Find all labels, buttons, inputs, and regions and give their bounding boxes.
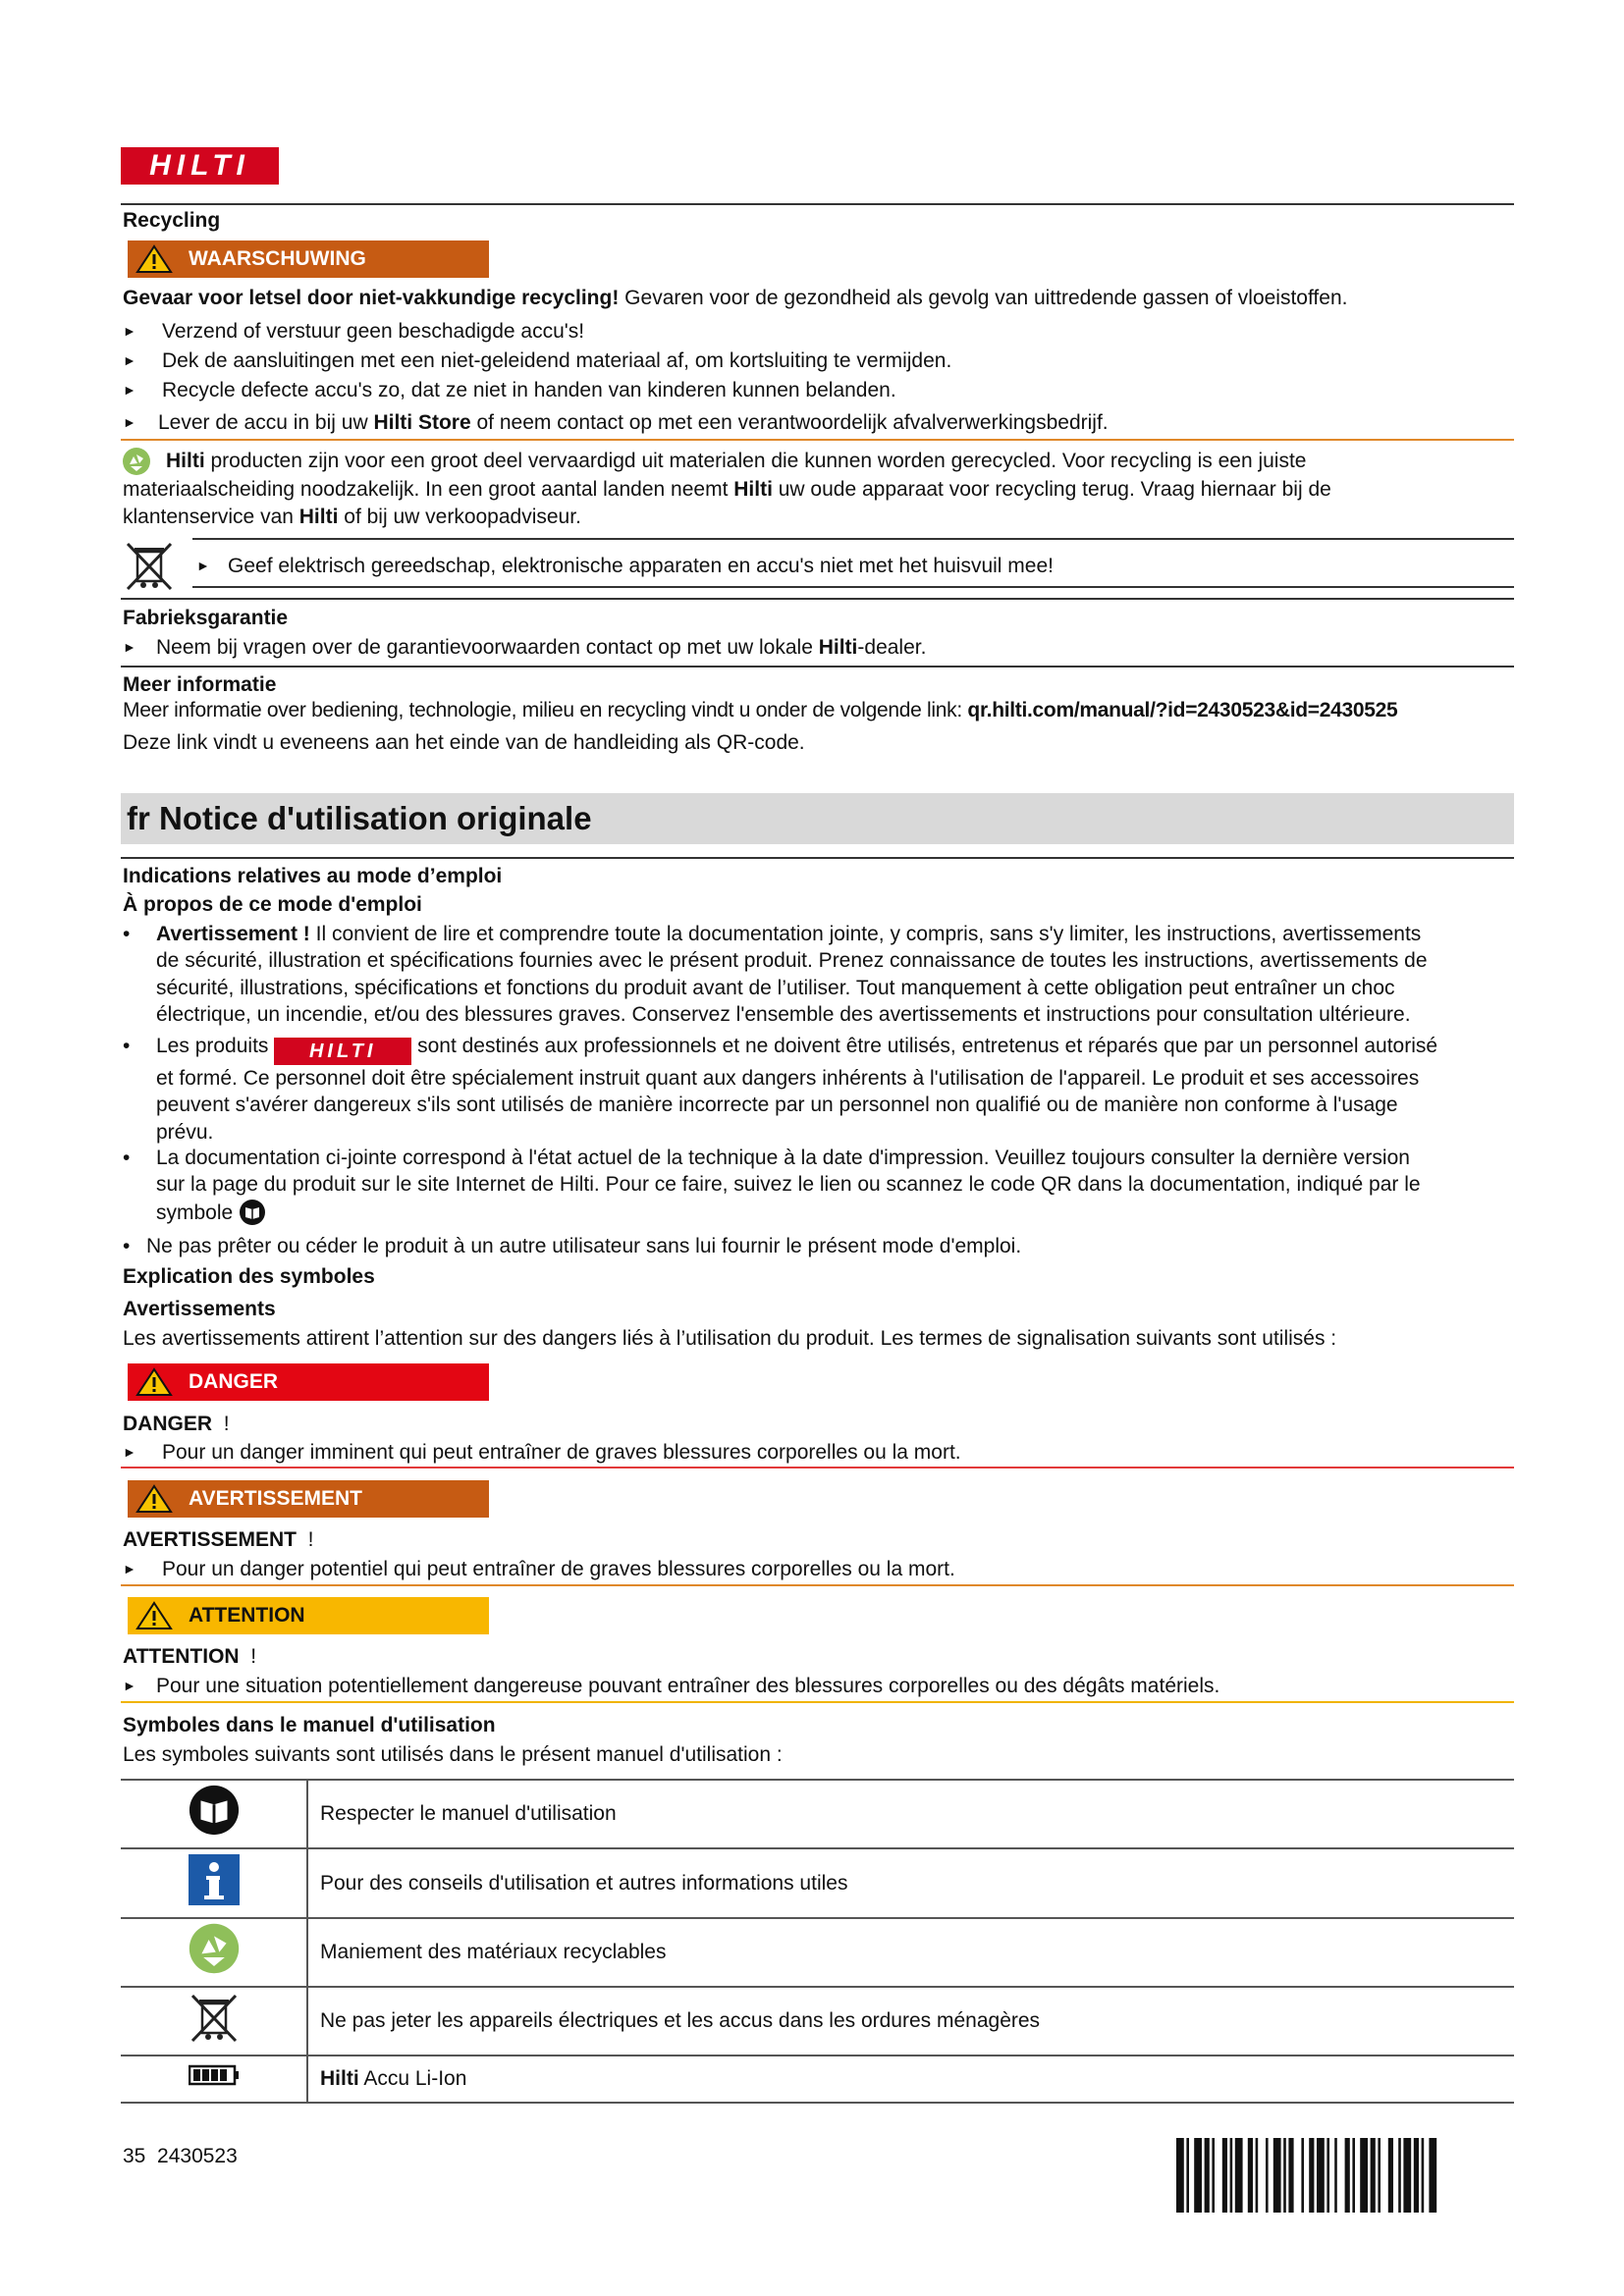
arrow-bullet-icon: ► [123,323,136,339]
table-row: Pour des conseils d'utilisation et autres informations utiles [121,1848,1514,1918]
barcode-bar [1230,2138,1233,2213]
barcode-bar [1176,2138,1184,2213]
bullet-dot-icon: • [123,1147,131,1169]
arrow-bullet-icon: ► [123,414,136,430]
arrow-bullet-icon: ► [123,382,136,398]
divider [121,666,1514,667]
barcode-bar [1414,2138,1419,2213]
table-row: Hilti Accu Li-Ion [121,2056,1514,2103]
warning-triangle-icon [135,1367,173,1397]
barcode-bar [1301,2138,1304,2213]
divider [121,1467,1514,1468]
barcode-bar [1403,2138,1411,2213]
apropos-heading: À propos de ce mode d'emploi [123,893,422,916]
list-item: • La documentation ci-jointe correspond à l'état actuel de la technique à la date d'impression. Veuillez toujours consulter la dernière version sur la page du produit sur le site Internet de Hilti. Pour ce faire, suivez le lien ou scannez le code QR dans la documentation, indiqué par le symbole [123,1147,1421,1224]
recycling-heading: Recycling [123,209,221,232]
barcode-bar [1317,2138,1325,2213]
warning-signal-banner [128,240,489,278]
divider [121,439,1514,441]
list-item: ► Pour une situation potentiellement dangereuse pouvant entraîner des blessures corporelles ou des dégâts matériels. [123,1675,1220,1697]
recycle-icon [188,1922,241,1975]
doc-number: 2430523 [157,2145,238,2167]
barcode-bar [1429,2138,1436,2213]
divider [121,857,1514,859]
barcode-bar [1309,2138,1314,2213]
warning-signal-text: WAARSCHUWING [189,247,366,270]
barcode-bar [1334,2138,1337,2213]
danger-label: DANGER ! [123,1413,230,1435]
avertissements-heading: Avertissements [123,1298,276,1320]
manual-link[interactable]: qr.hilti.com/manual/?id=2430523&id=2430525 [967,699,1398,721]
divider [121,598,1514,600]
divider [192,586,1514,588]
barcode-bar [1288,2138,1293,2213]
warranty-heading: Fabrieksgarantie [123,607,289,629]
more-info-link-line: Meer informatie over bediening, technologie, milieu en recycling vindt u onder de volgende link: qr.hilti.com/manual/?id=2430523&id=2430525 [123,699,1398,721]
symboles-heading: Symboles dans le manuel d'utilisation [123,1714,496,1736]
list-item: ► Dek de aansluitingen met een niet-geleidend materiaal af, om kortsluiting te vermijden. [123,349,952,372]
list-item: ► Recycle defecte accu's zo, dat ze niet in handen van kinderen kunnen belanden. [123,379,896,401]
barcode-bar [1398,2138,1401,2213]
barcode-bar [1222,2138,1227,2213]
recycling-paragraph: Hilti producten zijn voor een groot deel vervaardigd uit materialen die kunnen worden gerecycled. Voor recycling is een juiste materiaalscheiding noodzakelijk. In een groot aantal landen neemt Hilti uw oude apparaat voor recycling terug. Vraag hiernaar bij de klantenservice van Hilti of bij uw verkoopadviseur. [123,450,1331,528]
warning-signal-text: AVERTISSEMENT [189,1487,362,1510]
list-item: • Avertissement ! Il convient de lire et comprendre toute la documentation jointe, y compris, sans s'y limiter, les instructions, avertissements de sécurité, illustration et spécifications fournies avec le présent produit. Prenez connaissance de toutes les instructions, avertissements de sécurité, illustrations, spécifications et fonctions du produit avant de l’utiliser. Tout manquement à cette obligation peut entraîner un choc électrique, un incendie, et/ou des blessures graves. Conservez l'ensemble des avertissements et instructions pour consultation ultérieure. [123,923,1428,1026]
warning-triangle-icon [135,1484,173,1514]
barcode-bar [1205,2138,1210,2213]
hilti-inline-logo: HILTI [274,1038,411,1065]
barcode-bar [1283,2138,1286,2213]
list-item: ► Neem bij vragen over de garantievoorwaarden contact op met uw lokale Hilti-dealer. [123,636,927,659]
barcode-bar [1352,2138,1355,2213]
attention-label: ATTENTION ! [123,1645,257,1668]
divider [192,538,1514,540]
page-number: 35 [123,2145,146,2167]
indications-heading: Indications relatives au mode d’emploi [123,865,503,887]
more-info-heading: Meer informatie [123,673,277,696]
warning-triangle-icon [135,1601,173,1630]
danger-signal-banner [128,1363,489,1401]
page-footer [123,2143,238,2169]
barcode-bar [1194,2138,1202,2213]
warning-triangle-icon [135,244,173,274]
recycling-warning-text: Gevaar voor letsel door niet-vakkundige recycling! Gevaren voor de gezondheid als gevolg van uittredende gassen of vloeistoffen. [123,287,1348,309]
section-title: fr Notice d'utilisation originale [121,793,1514,844]
barcode-bar [1235,2138,1243,2213]
list-item: • Ne pas prêter ou céder le produit à un autre utilisateur sans lui fournir le présent mode d'emploi. [123,1233,1514,1259]
barcode-bar [1326,2138,1329,2213]
arrow-bullet-icon: ► [196,558,210,573]
arrow-bullet-icon: ► [123,1561,136,1576]
symboles-intro: Les symboles suivants sont utilisés dans le présent manuel d'utilisation : [123,1743,783,1766]
arrow-bullet-icon: ► [123,1678,136,1693]
danger-signal-text: DANGER [189,1370,279,1393]
bullet-dot-icon: • [123,923,131,945]
barcode-bar [1345,2138,1350,2213]
divider [121,203,1514,205]
more-info-text: Deze link vindt u eveneens aan het einde van de handleiding als QR-code. [123,731,805,754]
arrow-bullet-icon: ► [123,639,136,655]
table-row: Respecter le manuel d'utilisation [121,1780,1514,1848]
divider [121,1584,1514,1586]
arrow-bullet-icon: ► [123,1444,136,1460]
barcode-bar [1371,2138,1376,2213]
list-item: ► Pour un danger imminent qui peut entraîner de graves blessures corporelles ou la mort. [123,1441,961,1464]
bullet-dot-icon: • [123,1035,131,1057]
bullet-dot-icon: • [123,1235,131,1257]
manual-icon [239,1199,266,1226]
warning-label: AVERTISSEMENT ! [123,1528,314,1551]
battery-icon [189,2064,240,2086]
list-item: ► Pour un danger potentiel qui peut entraîner de graves blessures corporelles ou la mort. [123,1558,955,1580]
barcode-bar [1388,2138,1393,2213]
barcode-bar [1378,2138,1380,2213]
list-item: • Les produits HILTI sont destinés aux professionnels et ne doivent être utilisés, entretenus et réparés que par un personnel autorisé et formé. Ce personnel doit être spécialement instruit quant aux dangers inhérents à l'utilisation de l'appareil. Le produit et ses accessoires peuvent s'avérer dangereux s'ils sont utilisés de manière incorrecte par un personnel non qualifié ou de manière non conforme à l'usage prévu. [123,1035,1438,1144]
barcode-bar [1273,2138,1281,2213]
manual-icon [188,1784,241,1837]
arrow-bullet-icon: ► [123,352,136,368]
list-item: ► Lever de accu in bij uw Hilti Store of neem contact op met een verantwoordelijk afvalverwerkingsbedrijf. [123,411,1109,434]
avertissements-text: Les avertissements attirent l’attention sur des dangers liés à l’utilisation du produit. Les termes de signalisation suivants sont utilisés : [123,1327,1337,1350]
barcode-bar [1256,2138,1259,2213]
barcode-bar [1422,2138,1425,2213]
barcode-bar [1248,2138,1253,2213]
list-item: ► Verzend of verstuur geen beschadigde accu's! [123,320,585,343]
weee-bin-icon [187,1990,242,2045]
barcode [1176,2138,1514,2213]
barcode-bar [1186,2138,1189,2213]
table-row: Ne pas jeter les appareils électriques et les accus dans les ordures ménagères [121,1987,1514,2056]
info-icon [189,1854,240,1905]
attention-signal-text: ATTENTION [189,1604,305,1627]
attention-signal-banner [128,1597,489,1634]
divider [121,1701,1514,1703]
weee-text: ► Geef elektrisch gereedschap, elektronische apparaten en accu's niet met het huisvuil mee! [196,555,1054,577]
barcode-bar [1212,2138,1215,2213]
barcode-bar [1266,2138,1269,2213]
hilti-logo: HILTI [121,147,279,185]
weee-bin-icon [122,538,177,593]
symbols-table [121,1779,1514,2104]
explication-heading: Explication des symboles [123,1265,375,1288]
warning-signal-banner [128,1480,489,1518]
table-row: Maniement des matériaux recyclables [121,1918,1514,1987]
barcode-bar [1360,2138,1368,2213]
